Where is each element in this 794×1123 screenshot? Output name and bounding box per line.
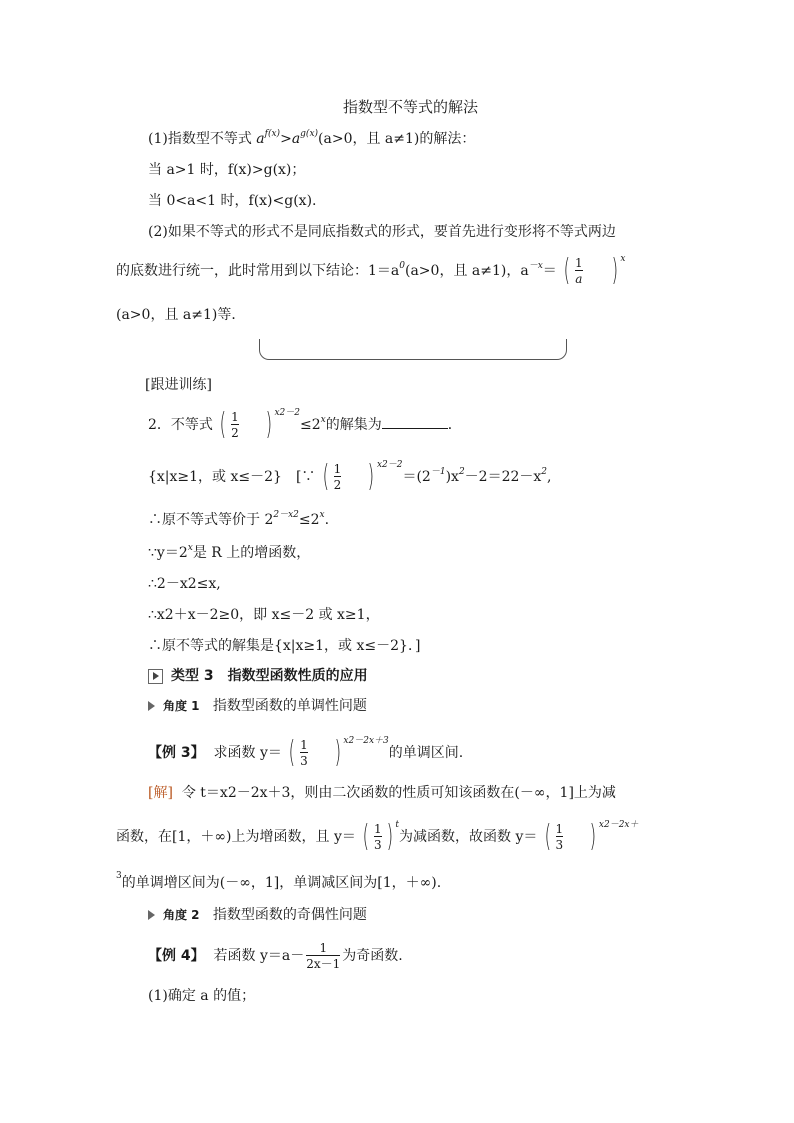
step-4: ∴x2＋x－2≥0，即 x≤－2 或 x≥1， bbox=[148, 607, 380, 623]
solution-line-2: 函数，在[1，＋∞)上为增函数，且 y＝ ( $\frac{1}{3}$ ) $^t$为减函数，故函数 y＝ ( $\frac{1}{3}$ ) $^{x2-2x+}$ bbox=[116, 819, 639, 854]
step-2: $\because y=2^x$是 R 上的增函数， bbox=[148, 543, 311, 561]
question-4-1: (1)确定 a 的值； bbox=[148, 988, 256, 1004]
paragraph-4: (2)如果不等式的形式不是同底指数式的形式，要首先进行变形将不等式两边 bbox=[148, 224, 616, 240]
answer-line: {x|x≥1，或 x≤－2} [∵ ( $\frac{1}{2}$ ) $^{x2-2}=(2^{-1})x^2-2=22-x^2$, bbox=[148, 459, 552, 494]
angle-1-heading: 角度 1 指数型函数的单调性问题 bbox=[148, 698, 367, 715]
question-2: 2．不等式 ( $\frac{1}{2}$ ) $^{x2-2}\le 2^x$的解集为 ． bbox=[148, 407, 462, 442]
solution-line-3: $^3$的单调增区间为(－∞，1]，单调减区间为[1，＋∞). bbox=[116, 871, 442, 891]
angle-2-heading: 角度 2 指数型函数的奇偶性问题 bbox=[148, 907, 367, 924]
step-1: ∴原不等式等价于 $2^{2-x2}\le 2^x$. bbox=[148, 510, 330, 528]
paragraph-3: 当 0<a<1 时，f(x)<g(x). bbox=[148, 193, 317, 209]
paragraph-5: 的底数进行统一，此时常用到以下结论：$1=a^0(a>0$，且 a≠1)，$a^{-x}=$ ( $\frac{1}{a}$ ) $^x$ bbox=[116, 253, 626, 288]
paragraph-2: 当 a>1 时，f(x)>g(x)； bbox=[148, 162, 306, 178]
paragraph-1: (1)指数型不等式 $a^{f(x)}>a^{g(x)}(a>0$，且 a≠1)的解法： bbox=[148, 129, 476, 147]
example-4: 【例 4】 若函数 y＝a－ $\frac{1}{2x-1}$ 为奇函数. bbox=[148, 941, 403, 971]
type-3-heading: 类型 3 指数型函数性质的应用 bbox=[148, 668, 368, 685]
fraction: $\frac{1}{a}$ bbox=[574, 256, 583, 286]
paragraph-6: (a>0，且 a≠1)等． bbox=[116, 307, 246, 323]
triangle-icon bbox=[148, 701, 155, 711]
answer-blank[interactable] bbox=[382, 416, 448, 429]
triangle-icon bbox=[148, 910, 155, 920]
play-icon bbox=[148, 669, 163, 684]
practice-label: [跟进训练] bbox=[145, 377, 212, 393]
section-title: 指数型不等式的解法 bbox=[343, 98, 479, 116]
step-5: ∴原不等式的解集是{x|x≥1，或 x≤－2}．] bbox=[148, 638, 421, 654]
step-3: ∴2－x2≤x, bbox=[148, 576, 221, 592]
summary-bracket bbox=[259, 339, 567, 360]
solution-line-1: [解] 令 t＝x2－2x＋3，则由二次函数的性质可知该函数在(－∞，1]上为减 bbox=[148, 785, 616, 801]
example-3: 【例 3】 求函数 y＝ ( $\frac{1}{3}$ ) $^{x2-2x+3}$的单调区间. bbox=[148, 735, 464, 770]
